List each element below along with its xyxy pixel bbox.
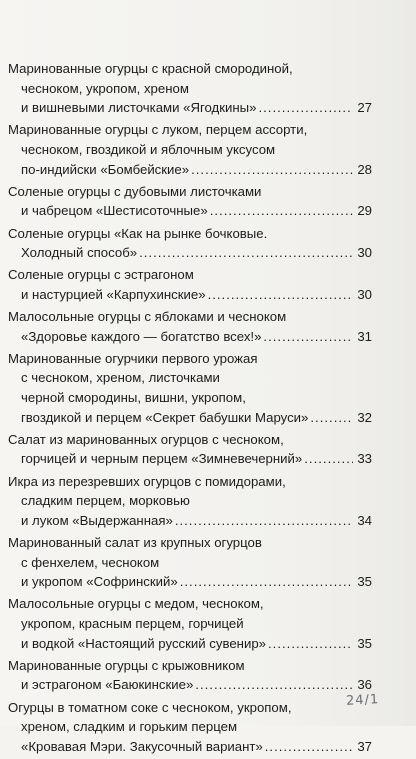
toc-entry-line: Огурцы в томатном соке с чесноком, укропом, [8, 699, 292, 715]
toc-entry-line: Малосольные огурцы с медом, чесноком, [8, 596, 264, 612]
page-number: 29 [357, 203, 372, 219]
page-number: 27 [357, 100, 372, 116]
handwritten-page-mark: 24/1 [345, 692, 380, 709]
dot-leader [139, 243, 353, 263]
dot-leader [310, 408, 353, 428]
page-number: 28 [357, 161, 372, 177]
dot-leader [263, 327, 353, 347]
page-number: 30 [357, 245, 372, 261]
toc-entry-line: Маринованные огурцы с красной смородиной, [8, 61, 293, 76]
toc-entry-line: и укропом «Софринский» [21, 574, 178, 590]
toc-entry-line: Маринованные огурцы с крыжовником [8, 657, 245, 673]
toc-entry-line: и эстрагоном «Баюкинские» [21, 677, 194, 693]
toc-entry-line: укропом, красным перцем, горчицей [21, 615, 244, 631]
page-number: 36 [357, 677, 372, 693]
toc-entry-last-line [8, 201, 372, 221]
toc-entry-line: гвоздикой и перцем «Секрет бабушки Маруси» [21, 409, 309, 425]
dot-leader [180, 572, 354, 592]
toc-entry [8, 59, 372, 118]
toc-entry-last-line [8, 285, 372, 305]
dot-leader [175, 511, 354, 531]
toc-entry-last-line [8, 98, 372, 118]
toc-entry [8, 594, 372, 653]
toc-entry-line: черной смородины, вишни, укропом, [21, 390, 246, 406]
toc-entry-line: «Здоровье каждого — богатство всех!» [21, 328, 262, 344]
toc-entry-line: горчицей и черным перцем «Зимневечерний» [21, 451, 303, 467]
toc-entry-line: и вишневыми листочками «Ягодкины» [21, 100, 257, 116]
page-number: 32 [357, 409, 372, 425]
toc-entry-line: с фенхелем, чесноком [21, 554, 160, 570]
dot-leader [191, 160, 353, 180]
toc-entry-line: «Кровавая Мэри. Закусочный вариант» [21, 738, 263, 754]
dot-leader [268, 634, 353, 654]
toc-entry-last-line [8, 675, 372, 695]
page-number: 30 [357, 286, 372, 302]
page-number: 35 [357, 635, 372, 651]
toc-entry-line: и чабрецом «Шестисоточные» [21, 203, 208, 219]
page-number: 34 [357, 512, 372, 528]
toc-entry [8, 656, 372, 695]
toc-entry-line: чесноком, гвоздикой и яблочным уксусом [21, 141, 276, 157]
toc-entry-line: и настурцией «Карпухинские» [21, 286, 206, 302]
toc-entry [8, 265, 372, 304]
toc-entry-line: Маринованный салат из крупных огурцов [8, 535, 262, 550]
toc-entry-line: и луком «Выдержанная» [21, 512, 173, 528]
toc-entry [8, 533, 372, 592]
toc-entry-line: Маринованные огурцы с луком, перцем ассорти, [8, 122, 308, 138]
toc-entry-last-line [8, 160, 372, 180]
toc-entry-line: хреном, сладким и горьким перцем [21, 719, 238, 735]
toc-entry [8, 224, 372, 263]
toc-entry-line: Соленые огурцы с эстрагоном [8, 267, 194, 283]
page-number: 35 [357, 574, 372, 590]
toc-entry-line: с чесноком, хреном, листочками [21, 370, 220, 386]
dot-leader [265, 737, 354, 757]
toc-entry [8, 182, 372, 221]
toc-entry-last-line [8, 511, 372, 531]
toc-entry [8, 349, 372, 427]
toc-entry [8, 120, 372, 179]
dot-leader [208, 285, 354, 305]
toc-entry-line: чесноком, укропом, хреном [21, 80, 189, 96]
page-number: 33 [357, 451, 372, 467]
toc-entry [8, 307, 372, 346]
toc-entry-line: Холодный способ» [21, 245, 138, 261]
page-number: 31 [357, 328, 372, 344]
toc-entry [8, 698, 372, 757]
toc-entry-line: Салат из маринованных огурцов с чесноком, [8, 431, 284, 447]
toc-entry-last-line [8, 327, 372, 347]
toc-entry-line: Малосольные огурцы с яблоками и чесноком [8, 309, 287, 325]
toc-entry [8, 472, 372, 531]
toc-entry-line: Соленые огурцы «Как на рынке бочковые. [8, 225, 268, 241]
dot-leader [195, 675, 353, 695]
toc-entry-line: Икра из перезревших огурцов с помидорами, [8, 473, 286, 489]
toc-entry-line: сладким перцем, морковью [21, 493, 190, 509]
toc-entry-last-line [8, 408, 372, 428]
toc-entry-line: и водкой «Настоящий русский сувенир» [21, 635, 266, 651]
toc-entry [8, 430, 372, 469]
table-of-contents [8, 59, 372, 759]
toc-entry-last-line [8, 243, 372, 263]
toc-entry-last-line [8, 572, 372, 592]
dot-leader [304, 449, 353, 469]
toc-entry-last-line [8, 634, 372, 654]
dot-leader [210, 201, 354, 221]
toc-entry-last-line [8, 737, 372, 757]
toc-entry-last-line [8, 449, 372, 469]
toc-entry-line: Соленые огурцы с дубовыми листочками [8, 183, 262, 199]
dot-leader [258, 98, 353, 118]
page-number: 37 [357, 738, 372, 754]
toc-entry-line: Маринованные огурчики первого урожая [8, 350, 258, 366]
toc-entry-line: по-индийски «Бомбейские» [21, 161, 190, 177]
